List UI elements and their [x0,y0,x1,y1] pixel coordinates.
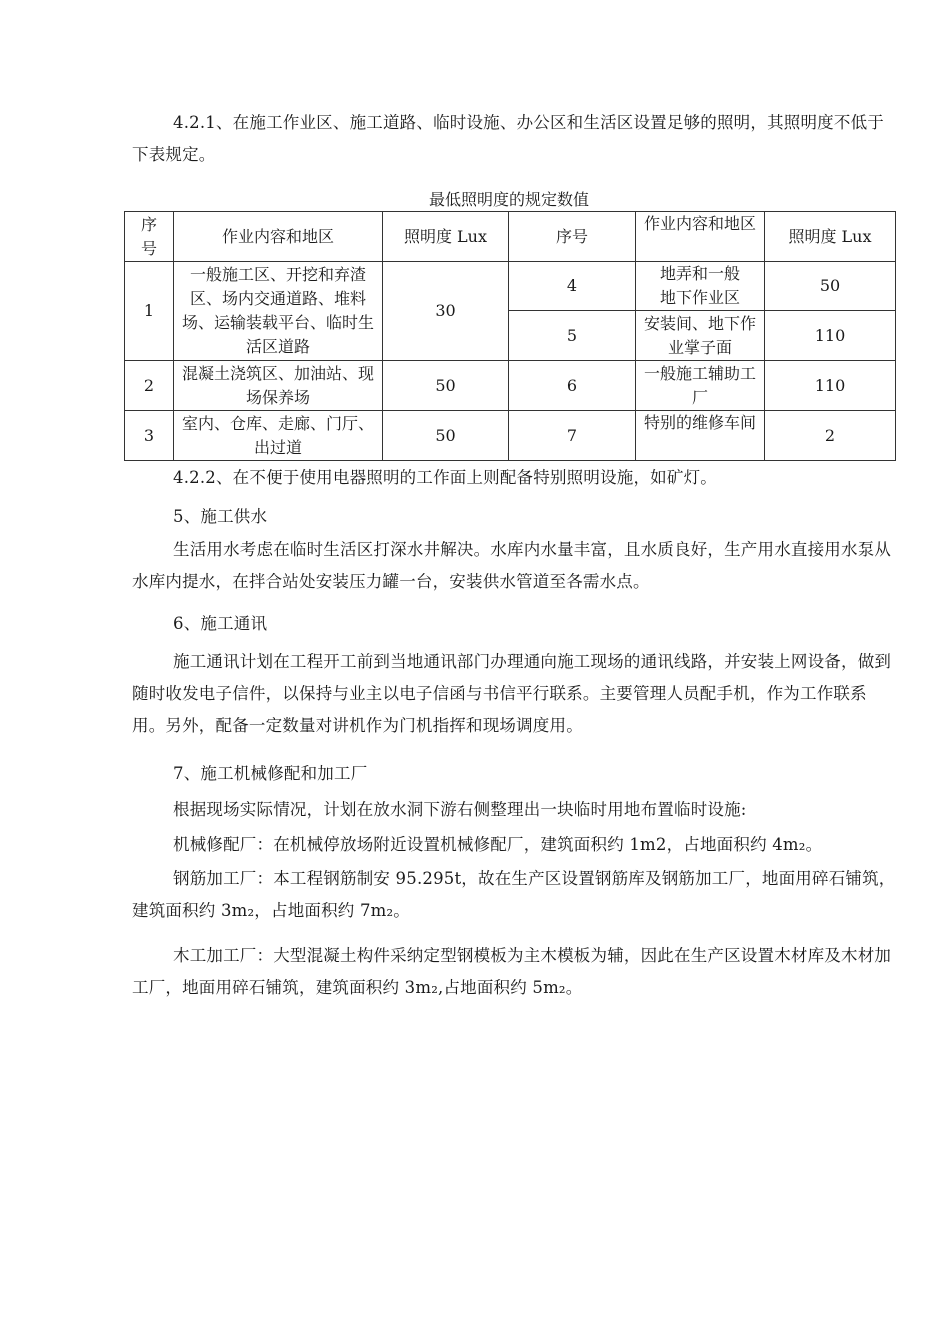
paragraph-4-2-2: 4.2.2、在不便于使用电器照明的工作面上则配备特别照明设施，如矿灯。 [173,468,717,487]
cell-seq: 2 [125,361,174,411]
table-header-row [125,212,896,262]
cell-seq: 7 [509,411,636,461]
paragraph-machinery-repair: 机械修配厂：在机械停放场附近设置机械修配厂，建筑面积约 1m2，占地面积约 4m₂。 [173,835,823,854]
table-row [125,262,896,311]
cell-lux: 30 [383,262,509,361]
table-row [125,411,896,461]
cell-lux: 50 [383,411,509,461]
table-row [125,361,896,411]
cell-seq: 1 [125,262,174,361]
cell-seq: 3 [125,411,174,461]
heading-communication: 6、施工通讯 [173,614,268,633]
cell-area: 地弄和一般 地下作业区 [636,262,765,311]
cell-area: 混凝土浇筑区、加油站、现场保养场 [174,361,383,411]
cell-seq: 5 [509,311,636,361]
paragraph-rebar-workshop: 钢筋加工厂：本工程钢筋制安 95.295t，故在生产区设置钢筋库及钢筋加工厂，地面用碎石铺筑，建筑面积约 3m₂，占地面积约 7m₂。 [132,869,896,920]
cell-area: 一般施工区、开挖和弃渣区、场内交通道路、堆料场、运输装载平台、临时生活区道路 [174,262,383,361]
cell-area: 室内、仓库、走廊、门厅、出过道 [174,411,383,461]
paragraph-4-2-1: 4.2.1、在施工作业区、施工道路、临时设施、办公区和生活区设置足够的照明，其照明度不低于下表规定。 [132,113,884,164]
cell-seq: 4 [509,262,636,311]
cell-area: 一般施工辅助工厂 [636,361,765,411]
paragraph-water-supply: 生活用水考虑在临时生活区打深水井解决。水库内水量丰富，且水质良好，生产用水直接用水泵从水库内提水，在拌合站处安装压力罐一台，安装供水管道至各需水点。 [132,540,892,591]
header-lux-b: 照明度 Lux [765,212,896,262]
paragraph-site-layout: 根据现场实际情况，计划在放水洞下游右侧整理出一块临时用地布置临时设施: [173,800,747,819]
table-caption: 最低照明度的规定数值 [428,190,589,209]
header-seq-a: 序 号 [125,212,174,262]
paragraph-carpentry-workshop: 木工加工厂：大型混凝土构件采纳定型钢模板为主木模板为辅，因此在生产区设置木材库及木材加工厂，地面用碎石铺筑，建筑面积约 3m₂,占地面积约 5m₂。 [132,946,892,997]
illumination-table [124,211,896,461]
cell-lux: 50 [383,361,509,411]
heading-machinery-workshop: 7、施工机械修配和加工厂 [173,764,368,783]
cell-lux: 110 [765,361,896,411]
cell-lux: 2 [765,411,896,461]
header-area-b: 作业内容和地区 [636,212,765,262]
cell-area: 特别的维修车间 [636,411,765,461]
paragraph-communication: 施工通讯计划在工程开工前到当地通讯部门办理通向施工现场的通讯线路，并安装上网设备，做到随时收发电子信件，以保持与业主以电子信函与书信平行联系。主要管理人员配手机，作为工作联系用。另外，配备一定数量对讲机作为门机指挥和现场调度用。 [132,652,892,735]
header-seq-b: 序号 [509,212,636,262]
cell-area: 安装间、地下作业掌子面 [636,311,765,361]
cell-lux: 50 [765,262,896,311]
cell-seq: 6 [509,361,636,411]
header-lux-a: 照明度 Lux [383,212,509,262]
heading-water-supply: 5、施工供水 [173,507,268,526]
header-area-a: 作业内容和地区 [174,212,383,262]
cell-lux: 110 [765,311,896,361]
